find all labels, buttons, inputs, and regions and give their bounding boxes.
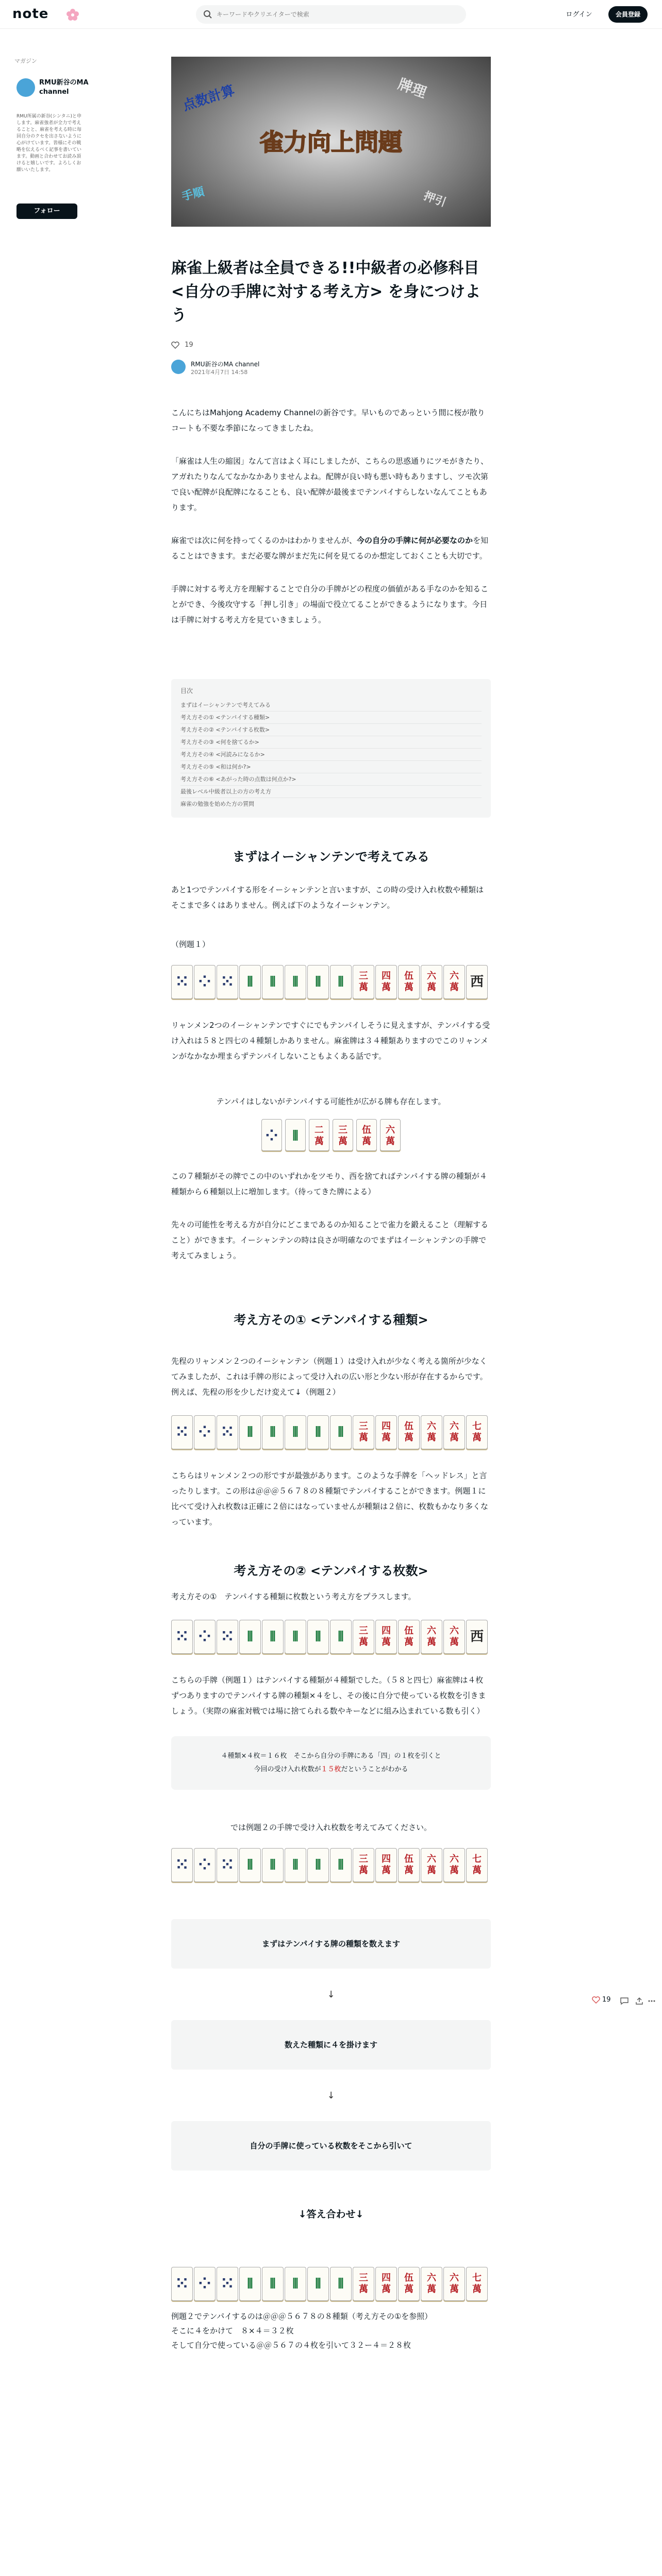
box-highlight: １５枚 — [321, 1766, 341, 1773]
step-box: 自分の手牌に使っている枚数をそこから引いて — [171, 2121, 491, 2171]
tile-pin: ⁘ — [194, 2267, 216, 2301]
answer-line: そして自分で使っている＠＠５６７の４枚を引いて３２ー４＝２８枚 — [171, 2341, 411, 2350]
tile-honor: 西 — [466, 965, 488, 999]
tile-man: 三 萬 — [333, 1119, 353, 1151]
tile-sou: ⦀ — [330, 965, 352, 999]
tile-man: 四 萬 — [375, 1415, 397, 1449]
paragraph: リャンメン2つのイーシャンテンですぐにでもテンパイしそうに見えますが、テンパイする受け入れは５８と四七の４種類しかありません。麻雀牌は３４種類ありますのでこのリャンメンがなかなか埋まらずテンパイしないこともよくある話です。 — [171, 1021, 490, 1061]
tile-sou: ⦀ — [262, 965, 284, 999]
toc-item[interactable]: 最後レベル中級者以上の方の考え方 — [180, 786, 482, 798]
tile-man: 伍 萬 — [398, 1415, 420, 1449]
arrow-down-icon: ↓ — [327, 1989, 335, 2000]
tile-man: 伍 萬 — [398, 1620, 420, 1654]
mahjong-hand-example-1 — [171, 965, 491, 1000]
author-block[interactable] — [171, 359, 491, 377]
toc-item[interactable]: 考え方その③ <何を捨てるか> — [180, 736, 482, 749]
tile-sou: ⦀ — [239, 1620, 261, 1654]
tile-sou: ⦀ — [285, 1119, 306, 1151]
author-avatar[interactable] — [171, 360, 186, 374]
tile-pin: ⁘ — [194, 965, 216, 999]
tile-pin: ⁘ — [194, 1620, 216, 1654]
paragraph: こちらの手牌（例題１）はテンパイする種類が４種類でした。（５８と四七）麻雀牌は４枚ずつありますのでテンパイする牌の種類×４をし、その後に自分で使っている枚数を引きましょう。（実際の麻雀対戦では場に捨てられる数やキーなどに組み込まれている数も引く） — [171, 1675, 486, 1716]
tile-man: 六 萬 — [421, 1848, 442, 1882]
tile-sou: ⦀ — [239, 2267, 261, 2301]
tile-sou: ⦀ — [330, 1415, 352, 1449]
tile-sou: ⦀ — [262, 2267, 284, 2301]
toc-item[interactable]: 考え方その⑥ <あがった時の点数は何点か?> — [180, 773, 482, 786]
centered-text: テンパイはしないがテンパイする可能性が広がる牌も存在します。 — [216, 1097, 446, 1106]
box-line: ４種類×４枚＝１６枚 そこから自分の手牌にある「四」の１枚を引くと — [221, 1752, 441, 1760]
tile-sou: ⦀ — [262, 1415, 284, 1449]
tile-pin: ⁙ — [171, 965, 193, 999]
tile-pin: ⁘ — [261, 1119, 282, 1151]
toc-item[interactable]: 考え方その② <テンパイする枚数> — [180, 724, 482, 736]
calculation-box — [171, 1736, 491, 1790]
box-line — [185, 1763, 477, 1776]
step-box: 数えた種類に４を掛けます — [171, 2020, 491, 2070]
arrow-down-icon: ↓ — [327, 2090, 335, 2101]
tile-man: 六 萬 — [443, 1620, 465, 1654]
toc-item[interactable]: まずはイーシャンテンで考えてみる — [180, 699, 482, 711]
table-of-contents — [171, 679, 491, 818]
tile-man: 七 萬 — [466, 2267, 488, 2301]
tile-sou: ⦀ — [307, 2267, 329, 2301]
sidebar-label: マガジン — [14, 58, 37, 64]
tile-sou: ⦀ — [239, 1848, 261, 1882]
hero-tag-scoring: 点数計算 — [180, 82, 237, 114]
toc-heading[interactable]: 目次 — [180, 687, 193, 694]
search-bar[interactable] — [196, 5, 466, 24]
author-name[interactable]: RMU新谷のMA channel — [191, 361, 260, 368]
paragraph: 考え方その① テンパイする種類に枚数という考え方をプラスします。 — [171, 1592, 416, 1601]
article — [171, 57, 491, 2352]
tile-man: 六 萬 — [421, 1620, 442, 1654]
tile-pin: ⁙ — [217, 2267, 238, 2301]
box-text: だということがわかる — [341, 1766, 408, 1773]
floating-action-bar — [592, 1996, 654, 2008]
tile-sou: ⦀ — [330, 2267, 352, 2301]
tile-pin: ⁘ — [194, 1848, 216, 1882]
tile-man: 三 萬 — [353, 2267, 374, 2301]
tile-man: 七 萬 — [466, 1848, 488, 1882]
paragraph: あと1つでテンパイする形をイーシャンテンと言いますが、この時の受け入れ枚数や種類はそこまで多くはありません。例えば下のようなイーシャンテン。 — [171, 885, 484, 910]
tile-man: 六 萬 — [421, 965, 442, 999]
tile-sou: ⦀ — [285, 2267, 306, 2301]
tile-pin: ⁙ — [217, 965, 238, 999]
answer-line: 例題２でテンパイするのは＠＠＠５６７８の８種類（考え方その①を参照） — [171, 2312, 433, 2321]
tile-pin: ⁙ — [171, 2267, 193, 2301]
sidebar-description: RMU所属の新谷(シンタニ)と申します。麻雀強者が全力で考えることと、麻雀を考える時に毎回自分のクセを出さないように心がけています。皆様にその戦略を伝えるべく記事を書いています。動画と合わせてお読み頂けると嬉しいです。よろしくお願いいたします。 — [16, 114, 82, 173]
tile-man: 六 萬 — [443, 965, 465, 999]
like-count: 19 — [185, 341, 193, 349]
toc-item[interactable]: 麻雀の勉強を始めた方の質問 — [180, 801, 254, 807]
paragraph: 先々の可能性を考える方が自分にどこまであるのか知ることで雀力を鍛えること（理解すること）ができます。イーシャンテンの時は良さが明確なのでまずはイーシャンテンの手牌で考えてみましょう。 — [171, 1220, 489, 1260]
tile-man: 六 萬 — [443, 1848, 465, 1882]
tile-sou: ⦀ — [239, 965, 261, 999]
floating-like[interactable] — [592, 1996, 611, 2004]
sakura-icon — [66, 8, 79, 22]
comment-icon[interactable] — [620, 1997, 629, 2005]
tile-man: 伍 萬 — [398, 1848, 420, 1882]
sidebar-author-name[interactable]: RMU新谷のMA channel — [39, 79, 89, 96]
tile-sou: ⦀ — [285, 1620, 306, 1654]
like-row[interactable] — [171, 341, 491, 351]
box-text: 今回の受け入れ枚数が — [254, 1766, 321, 1773]
tile-sou: ⦀ — [307, 1848, 329, 1882]
tile-man: 三 萬 — [353, 1848, 374, 1882]
paragraph: この７種類がその牌でこの中のいずれかをツモり、西を捨てればテンパイする牌の種類が４種類から６種類以上に増加します。（待ってきた牌による） — [171, 1172, 487, 1196]
tile-sou: ⦀ — [285, 1848, 306, 1882]
login-button[interactable]: ログイン — [566, 11, 592, 19]
hero-tag-sequence: 手順 — [180, 185, 206, 204]
tile-sou: ⦀ — [285, 965, 306, 999]
follow-button[interactable] — [16, 204, 77, 219]
hero-tag-push-fold: 押引 — [422, 190, 448, 210]
intro-paragraph-3: 麻雀では次に何を持ってくるのかはわかりませんが、今の自分の手牌に何が必要なのかを知ることはできます。まだ必要な牌がまだ先に何を見てるのか想定しておくことも大切です。 — [171, 536, 489, 561]
more-icon[interactable] — [648, 1997, 656, 2005]
tile-sou: ⦀ — [330, 1848, 352, 1882]
tile-pin: ⁙ — [171, 1848, 193, 1882]
tile-man: 伍 萬 — [398, 2267, 420, 2301]
tile-man: 四 萬 — [375, 2267, 397, 2301]
mahjong-hand-example-2-repeat — [171, 1848, 491, 1883]
tile-man: 三 萬 — [353, 1620, 374, 1654]
tile-man: 六 萬 — [443, 1415, 465, 1449]
answer-heading: ↓答え合わせ↓ — [298, 2209, 364, 2220]
mahjong-hand-answer — [171, 2267, 491, 2302]
tile-man: 四 萬 — [375, 1620, 397, 1654]
tile-sou: ⦀ — [307, 1415, 329, 1449]
sidebar-avatar[interactable] — [16, 78, 35, 97]
tile-man: 六 萬 — [380, 1119, 401, 1151]
toc-item[interactable]: 考え方その① <テンパイする種類> — [180, 711, 482, 724]
heart-icon[interactable] — [592, 1996, 600, 2004]
publish-date: 2021年4月7日 14:58 — [191, 369, 248, 376]
mahjong-tiles-candidates — [233, 1119, 429, 1151]
tile-man: 四 萬 — [375, 1848, 397, 1882]
tile-pin: ⁘ — [194, 1415, 216, 1449]
section-heading: まずはイーシャンテンで考えてみる — [233, 850, 429, 864]
mahjong-hand-example-1-repeat — [171, 1620, 491, 1655]
signup-button[interactable]: 会員登録 — [608, 6, 648, 23]
tile-pin: ⁙ — [217, 1415, 238, 1449]
intro-paragraph-2: 「麻雀は人生の縮図」なんて言はよく耳にしましたが、こちらの思惑通りにツモがきたり、アガれたりなんてなかなかありませんよね。配牌が良い時も悪い時もありますし、ツモ次第で良い配牌が良配牌になることも、良い配牌が最後までテンパイすらしないなんてこともあります。 — [171, 456, 489, 512]
centered-text: では例題２の手牌で受け入れ枚数を考えてみてください。 — [230, 1823, 432, 1832]
intro-paragraph-4: 手牌に対する考え方を理解することで自分の手牌がどの程度の価値がある手なのかを知ることができ、今後攻守する「押し引き」の場面で役立てることができるようになります。今日は手牌に対する考え方を見ていきましょう。 — [171, 584, 489, 624]
tile-man: 伍 萬 — [398, 965, 420, 999]
tile-pin: ⁙ — [171, 1415, 193, 1449]
follow-label: フォロー — [34, 207, 60, 215]
sidebar — [14, 57, 89, 215]
tile-man: 二 萬 — [309, 1119, 329, 1151]
tile-sou: ⦀ — [307, 965, 329, 999]
tile-man: 七 萬 — [466, 1415, 488, 1449]
tile-sou: ⦀ — [239, 1415, 261, 1449]
example-label: （例題１） — [171, 940, 210, 949]
heart-icon[interactable] — [171, 342, 179, 349]
tile-sou: ⦀ — [330, 1620, 352, 1654]
section-heading: 考え方その① <テンパイする種類> — [234, 1313, 428, 1327]
paragraph: 先程のリャンメン２つのイーシャンテン（例題１）は受け入れが少なく考える箇所が少なくてみましたが、これは手牌の形によって受け入れの広い形と少ない形が存在するからです。例えば、先程の形を少しだけ変えて↓（例題２） — [171, 1357, 488, 1397]
tile-pin: ⁙ — [217, 1848, 238, 1882]
intro-paragraph-1: こんにちはMahjong Academy Channelの新谷です。早いものであっという間に桜が散りコートも不要な季節になってきましたね。 — [171, 408, 485, 433]
hero-tag-theory: 牌理 — [395, 75, 429, 101]
mahjong-hand-example-2 — [171, 1415, 491, 1450]
tile-pin: ⁙ — [171, 1620, 193, 1654]
hero-image — [171, 57, 491, 227]
tile-man: 三 萬 — [353, 1415, 374, 1449]
tile-sou: ⦀ — [307, 1620, 329, 1654]
tile-sou: ⦀ — [285, 1415, 306, 1449]
answer-line: そこに４をかけて ８×４＝３２枚 — [171, 2326, 294, 2335]
tile-man: 三 萬 — [353, 965, 374, 999]
floating-like-count: 19 — [602, 1996, 611, 2004]
tile-sou: ⦀ — [262, 1848, 284, 1882]
toc-item[interactable]: 考え方その⑤ <和は何か?> — [180, 761, 482, 773]
section-heading: 考え方その② <テンパイする枚数> — [234, 1564, 428, 1578]
article-title: 麻雀上級者は全員できる!!中級者の必修科目 <自分の手牌に対する考え方> を身につけよう — [171, 259, 481, 325]
search-input[interactable] — [217, 8, 454, 21]
note-logo[interactable]: note — [12, 6, 49, 22]
tile-honor: 西 — [466, 1620, 488, 1654]
site-header — [0, 0, 662, 29]
toc-item[interactable]: 考え方その④ <河読みになるか> — [180, 749, 482, 761]
tile-sou: ⦀ — [262, 1620, 284, 1654]
hero-main-text: 雀力向上問題 — [260, 128, 402, 156]
emphasis-text: 今の自分の手牌に何が必要なのか — [357, 536, 473, 545]
share-icon[interactable] — [635, 1997, 643, 2005]
tile-man: 六 萬 — [443, 2267, 465, 2301]
tile-man: 六 萬 — [421, 2267, 442, 2301]
paragraph: こちらはリャンメン２つの形ですが最強があります。このような手牌を「ヘッドレス」と言ったりします。この形は＠＠＠５６７８の８種類でテンパイすることができます。例題１に比べて受け入れ枚数は正確に２倍にはなっていませんが種類は２倍に、枚数もかなり多くなっています。 — [171, 1471, 489, 1527]
tile-man: 伍 萬 — [356, 1119, 377, 1151]
search-icon — [203, 10, 212, 19]
tile-man: 四 萬 — [375, 965, 397, 999]
tile-pin: ⁙ — [217, 1620, 238, 1654]
tile-man: 六 萬 — [421, 1415, 442, 1449]
step-box: まずはテンパイする牌の種類を数えます — [171, 1919, 491, 1969]
